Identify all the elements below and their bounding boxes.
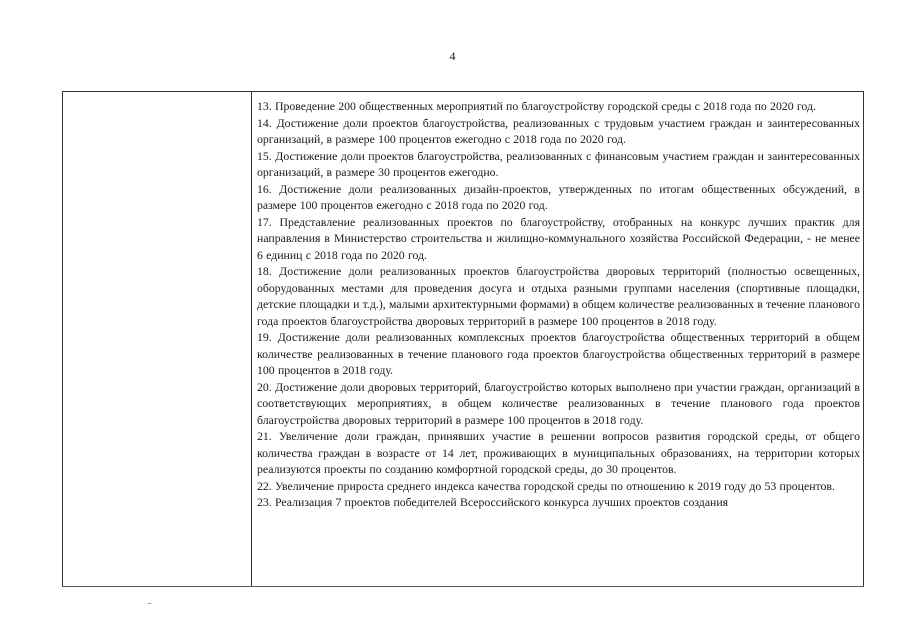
scan-mark — [148, 603, 151, 604]
indicator-item-16: 16. Достижение доли реализованных дизайн-проектов, утвержденных по итогам общественных обсуждений, в размере 100 процентов ежегодно с 2018 года по 2020 год. — [257, 181, 860, 212]
indicator-item-13: 13. Проведение 200 общественных мероприятий по благоустройству городской среды с 2018 года по 2020 год. — [257, 99, 816, 113]
indicator-item-22: 22. Увеличение прироста среднего индекса качества городской среды по отношению к 2019 году до 53 процентов. — [257, 478, 835, 493]
indicator-item-19: 19. Достижение доли реализованных комплексных проектов благоустройства общественных территорий в общем количестве реализованных в течение планового года проектов благоустройства общественных территорий в размере 100 процентов в 2018 году. — [257, 330, 860, 377]
indicator-item-23: 23. Реализация 7 проектов победителей Всероссийского конкурса лучших проектов создания — [257, 495, 729, 509]
page-number: 4 — [449, 49, 456, 63]
indicators-table — [62, 91, 864, 587]
indicator-item-17: 17. Представление реализованных проектов по благоустройству, отобранных на конкурс лучших практик для направления в Министерство строительства и жилищно-коммунального хозяйства Российской Федерации, - не менее 6 единиц с 2018 года по 2020 год. — [257, 214, 860, 262]
table-right-cell — [252, 92, 863, 586]
indicator-item-20: 20. Достижение доли дворовых территорий, благоустройство которых выполнено при участии граждан, организаций в соответствующих мероприятиях, в общем количестве реализованных в течение планового года проектов благоустройства дворовых территорий в размере 100 процентов в 2018 году. — [257, 379, 860, 427]
table-left-cell — [63, 92, 252, 586]
indicator-item-15: 15. Достижение доли проектов благоустройства, реализованных с финансовым участием граждан и заинтересованных организаций, в размере 30 процентов ежегодно. — [257, 148, 860, 179]
indicator-item-18: 18. Достижение доли реализованных проектов благоустройства дворовых территорий (полностью освещенных, оборудованных местами для проведения досуга и отдыха разными группами населения (спортивные площадки, детские площадки и т.д.), малыми архитектурными формами) в общем количестве реализованных в течение планового года проектов благоустройства дворовых территорий в размере 100 процентов в 2018 году. — [257, 264, 860, 328]
indicator-item-21: 21. Увеличение доли граждан, принявших участие в решении вопросов развития городской среды, от общего количества граждан в возрасте от 14 лет, проживающих в муниципальных образованиях, на территории которых реализуются проекты по созданию комфортной городской среды, до 30 процентов. — [257, 429, 860, 476]
indicator-item-14: 14. Достижение доли проектов благоустройства, реализованных с трудовым участием граждан и заинтересованных организаций, в размере 100 процентов ежегодно с 2018 года по 2020 год. — [257, 115, 860, 146]
